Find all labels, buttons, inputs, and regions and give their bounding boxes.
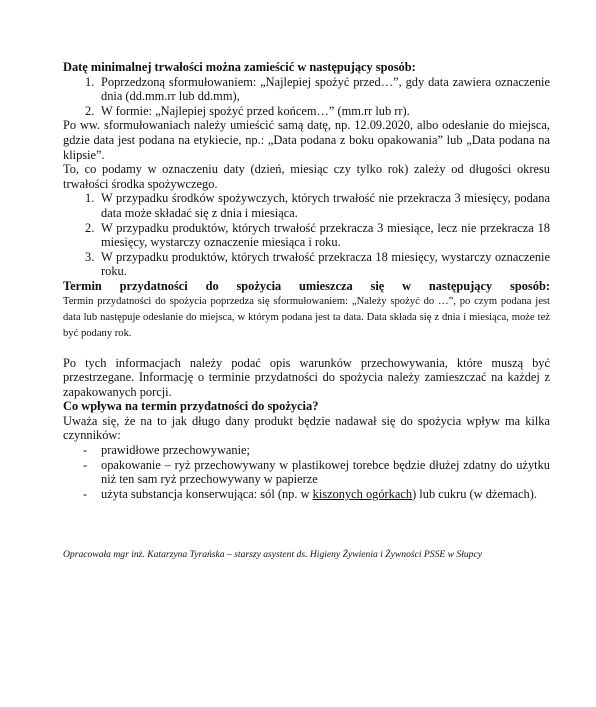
- list-item: 1. Poprzedzoną sformułowaniem: „Najlepiej spożyć przed…”, gdy data zawiera oznaczenie dnia (dd.mm.rr lub dd.mm),: [85, 74, 550, 104]
- document-body: [63, 60, 550, 501]
- list-item: 2. W formie: „Najlepiej spożyć przed końcem…” (mm.rr lub rr).: [85, 103, 410, 118]
- paragraph-factors-intro: Uważa się, że na to jak długo dany produkt będzie nadawał się do spożycia wpływ ma kilka czynników:: [63, 413, 550, 443]
- factors-list: [63, 443, 550, 501]
- list-item: - użyta substancja konserwująca: sól (np. w kiszonych ogórkach) lub cukru (w dżemach).: [83, 486, 537, 501]
- paragraph-storage: Po tych informacjach należy podać opis warunków przechowywania, które muszą być przestrzegane. Informację o terminie przydatności do spożycia należy zamieszczać na każdej z zapakowanych porcji.: [63, 355, 550, 399]
- section3-heading: Co wpływa na termin przydatności do spożycia?: [63, 399, 319, 414]
- pickles-link[interactable]: kiszonych ogórkach: [312, 486, 413, 501]
- paragraph-date-length: To, co podamy w oznaczeniu daty (dzień, miesiąc czy tylko rok) zależy od długości okresu trwałości środka spożywczego.: [63, 162, 550, 191]
- list-item: - opakowanie – ryż przechowywany w plastikowej torebce będzie dłużej zdatny do użytku niż ten sam ryż przechowywany w papierze: [83, 457, 550, 487]
- author-footer: Opracowała mgr inż. Katarzyna Tyrańska – starszy asystent ds. Higieny Żywienia i Żywności PSSE w Słupcy: [63, 549, 482, 560]
- section1-heading: Datę minimalnej trwałości można zamieścić w następujący sposób:: [63, 60, 416, 74]
- shelf-life-list: [63, 191, 550, 279]
- list-item: 2. W przypadku produktów, których trwałość przekracza 3 miesiące, lecz nie przekracza 18 miesięcy, wystarczy oznaczenie miesiąca i roku.: [85, 220, 550, 250]
- list-item: 3. W przypadku produktów, których trwałość przekracza 18 miesięcy, wystarczy oznaczenie roku.: [85, 249, 550, 279]
- list-item: 1. W przypadku środków spożywczych, których trwałość nie przekracza 3 miesięcy, podana data może składać się z dnia i miesiąca.: [85, 191, 550, 220]
- paragraph-date-placement: Po ww. sformułowaniach należy umieścić samą datę, np. 12.09.2020, albo odesłanie do miejsca, gdzie data jest podana na etykiecie, np.: „Data podana z boku opakowania” lub „Data podana na klipsie”.: [63, 118, 550, 162]
- list-item: - prawidłowe przechowywanie;: [83, 443, 250, 458]
- date-format-list: [63, 75, 550, 119]
- paragraph-use-by-date: Termin przydatności do spożycia poprzedza się sformułowaniem: „Należy spożyć do …”, po czym podana jest data lub następuje odesłanie do miejsca, w którym podana jest ta data. Data składa się z dnia i miesiąca, może też być podany rok.: [63, 295, 550, 339]
- section2-heading: Termin przydatności do spożycia umieszcza się w następujący sposób:: [63, 278, 550, 293]
